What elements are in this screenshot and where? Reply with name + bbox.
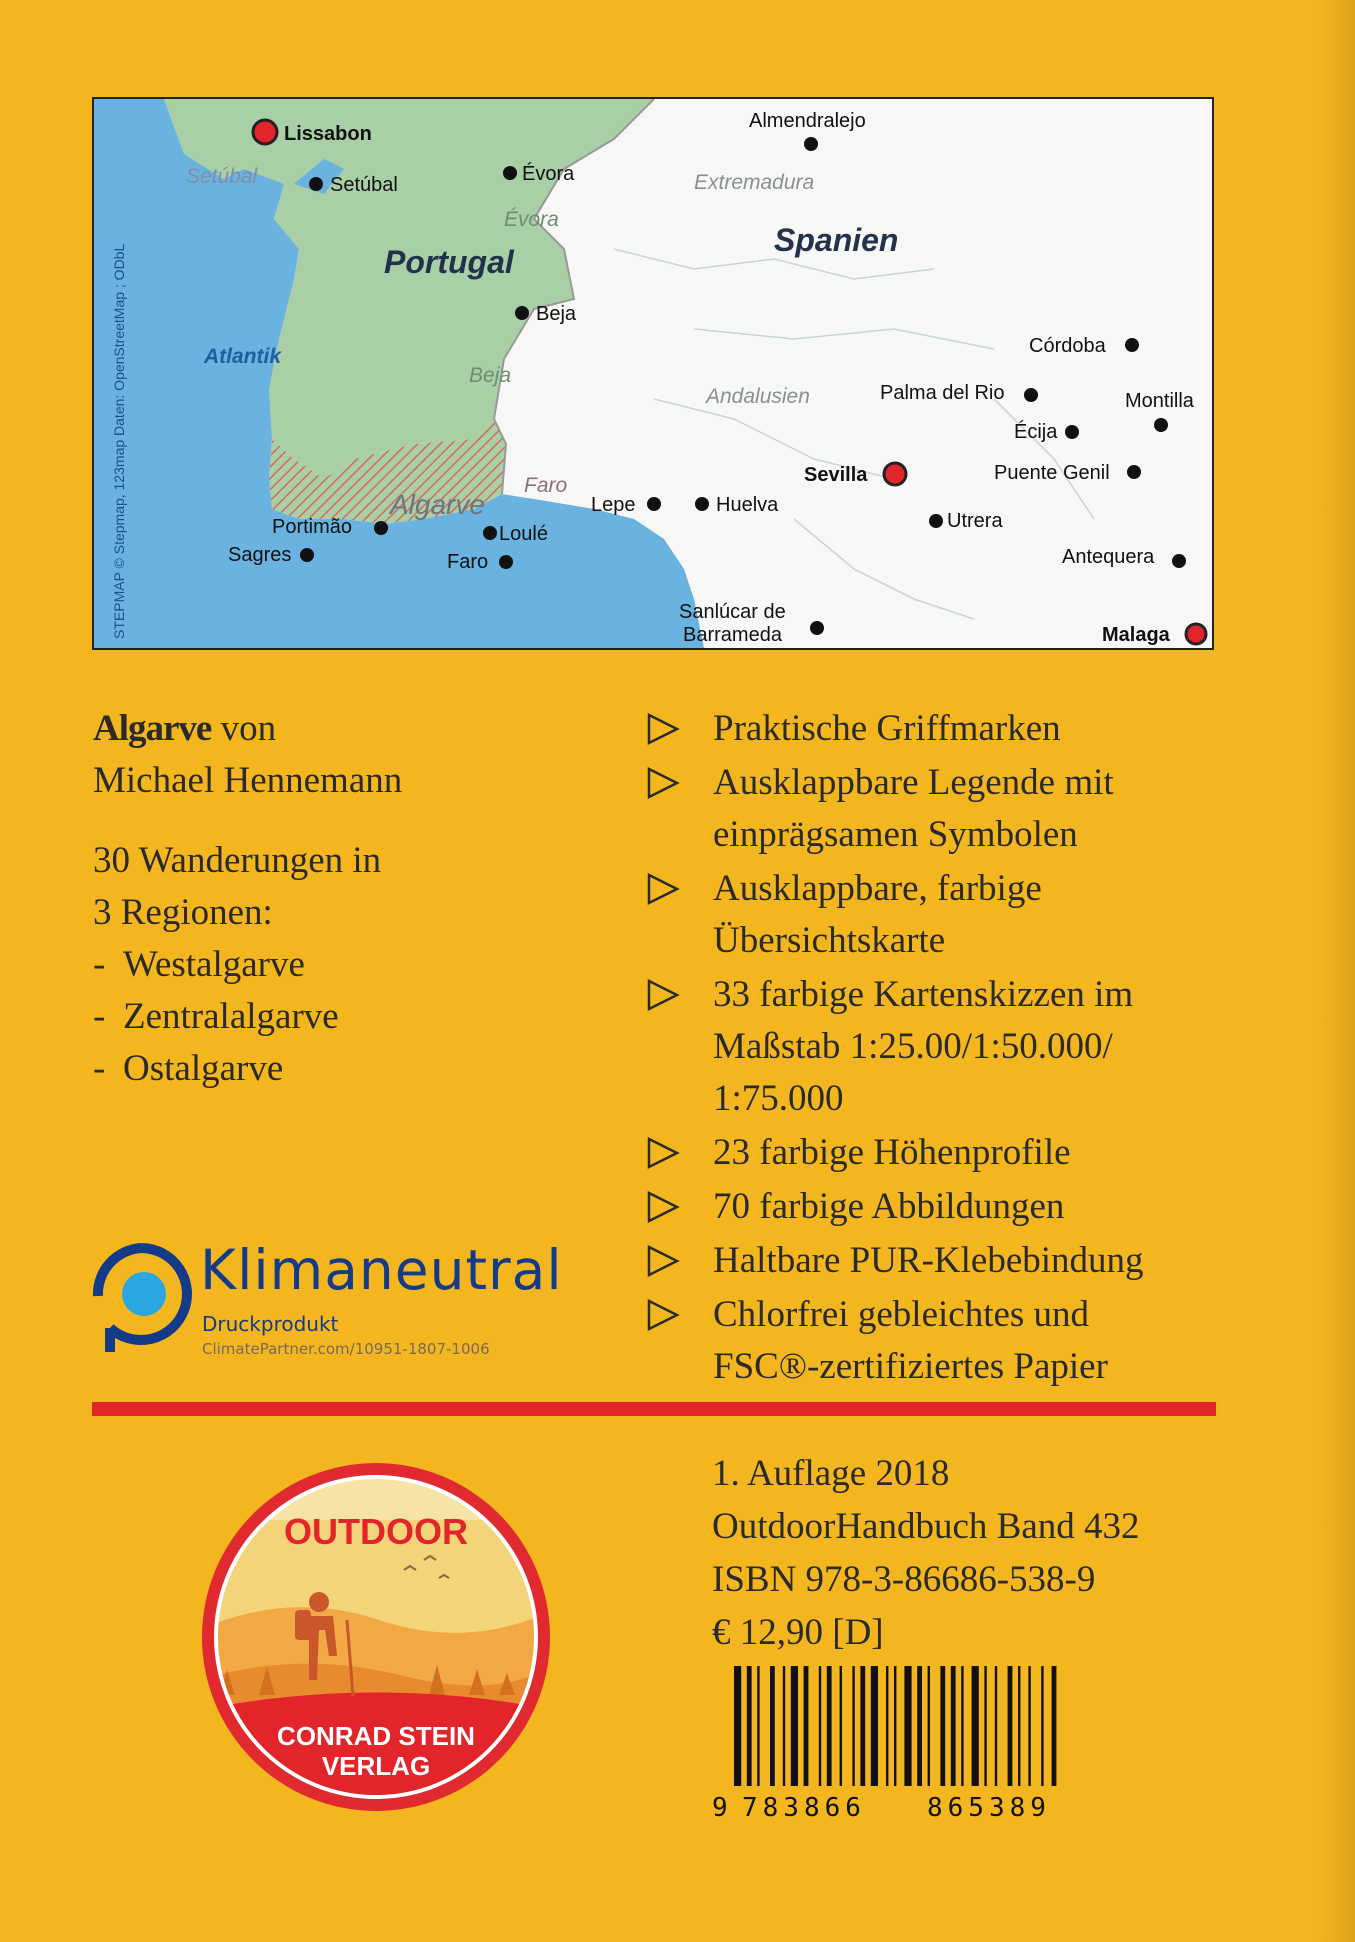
barcode-bar bbox=[757, 1666, 759, 1786]
triangle-bullet-icon bbox=[646, 712, 680, 746]
feature-line: 23 farbige Höhenprofile bbox=[713, 1132, 1071, 1173]
barcode-bar bbox=[871, 1666, 878, 1786]
triangle-bullet-icon bbox=[646, 1136, 680, 1170]
city-lissabon: Lissabon bbox=[284, 123, 372, 145]
feature-line: Haltbare PUR-Klebebindung bbox=[713, 1240, 1144, 1281]
barcode-bar bbox=[928, 1666, 930, 1786]
klima-subtitle: Druckprodukt bbox=[202, 1312, 339, 1336]
region-andalusien: Andalusien bbox=[706, 385, 810, 408]
city-dot bbox=[1024, 388, 1038, 402]
regions-intro-1: 30 Wanderungen in bbox=[93, 840, 382, 881]
feature-item bbox=[646, 757, 1326, 861]
barcode-bar bbox=[770, 1666, 775, 1786]
region-setubal: Setúbal bbox=[186, 165, 258, 188]
feature-item bbox=[646, 1289, 1326, 1393]
feature-item bbox=[646, 1235, 1326, 1287]
feature-line: Praktische Griffmarken bbox=[713, 708, 1061, 749]
barcode-bar bbox=[886, 1666, 888, 1786]
region-evora: Évora bbox=[504, 208, 559, 231]
feature-line: FSC®-zertifiziertes Papier bbox=[713, 1346, 1108, 1387]
country-spain: Spanien bbox=[774, 222, 899, 258]
city-setubal: Setúbal bbox=[330, 174, 398, 196]
map-credit: STEPMAP © Stepmap, 123map Daten: OpenStreetMap ; ODbL bbox=[111, 243, 127, 639]
barcode-bar bbox=[840, 1666, 842, 1786]
badge-publisher-1: CONRAD STEIN bbox=[277, 1721, 475, 1751]
feature-line: Chlorfrei gebleichtes und bbox=[713, 1294, 1090, 1335]
feature-line: einprägsamen Symbolen bbox=[713, 814, 1078, 855]
city-malaga: Malaga bbox=[1102, 624, 1170, 646]
badge-publisher-2: VERLAG bbox=[321, 1751, 431, 1781]
isbn: ISBN 978-3-86686-538-9 bbox=[712, 1559, 1096, 1600]
region-item: - Westalgarve bbox=[93, 944, 305, 985]
feature-line: Ausklappbare, farbige bbox=[713, 868, 1042, 909]
climate-partner-icon bbox=[92, 1242, 192, 1354]
feature-item bbox=[646, 969, 1326, 1125]
city-puente: Puente Genil bbox=[994, 462, 1110, 484]
city-dot bbox=[810, 621, 824, 635]
city-antequera: Antequera bbox=[1062, 546, 1155, 568]
triangle-bullet-icon bbox=[646, 766, 680, 800]
barcode-bar bbox=[827, 1666, 832, 1786]
badge-outdoor: OUTDOOR bbox=[284, 1511, 468, 1552]
city-dot bbox=[804, 137, 818, 151]
barcode-bar bbox=[747, 1666, 752, 1786]
city-dot bbox=[515, 306, 529, 320]
triangle-bullet-icon bbox=[646, 1298, 680, 1332]
triangle-bullet-icon bbox=[646, 872, 680, 906]
barcode-bar bbox=[791, 1666, 798, 1786]
region-item: - Zentralalgarve bbox=[93, 996, 339, 1037]
feature-list bbox=[646, 703, 1326, 1395]
red-divider bbox=[92, 1402, 1216, 1416]
city-lepe: Lepe bbox=[591, 494, 636, 516]
barcode-bar bbox=[940, 1666, 945, 1786]
sea-atlantik: Atlantik bbox=[204, 345, 282, 368]
barcode-first-digit: 9 bbox=[712, 1793, 728, 1820]
barcode-bar bbox=[819, 1666, 821, 1786]
author-name: Michael Hennemann bbox=[93, 760, 403, 801]
city-ecija: Écija bbox=[1014, 421, 1058, 443]
city-dot bbox=[1065, 425, 1079, 439]
city-sagres: Sagres bbox=[228, 544, 292, 566]
region-algarve: Algarve bbox=[390, 489, 485, 520]
triangle-bullet-icon bbox=[646, 1190, 680, 1224]
city-sanlucar-2: Barrameda bbox=[683, 624, 782, 646]
feature-line: 33 farbige Kartenskizzen im bbox=[713, 974, 1134, 1015]
city-dot bbox=[695, 497, 709, 511]
barcode-bar bbox=[1052, 1666, 1057, 1786]
feature-line: Ausklappbare Legende mit bbox=[713, 762, 1114, 803]
triangle-bullet-icon bbox=[646, 1244, 680, 1278]
region-item: - Ostalgarve bbox=[93, 1048, 284, 1089]
feature-line: Maßstab 1:25.00/1:50.000/ bbox=[713, 1026, 1113, 1067]
city-dot bbox=[1172, 554, 1186, 568]
barcode-bar bbox=[852, 1666, 854, 1786]
barcode-bar bbox=[894, 1666, 896, 1786]
city-dot bbox=[499, 555, 513, 569]
capital-marker bbox=[1186, 624, 1206, 644]
region-extremadura: Extremadura bbox=[694, 171, 815, 194]
barcode-bar bbox=[995, 1666, 997, 1786]
barcode-bar bbox=[961, 1666, 963, 1786]
isbn-barcode bbox=[712, 1660, 1122, 1820]
capital-marker bbox=[884, 463, 906, 485]
barcode-left-digits: 783866 bbox=[742, 1793, 866, 1820]
barcode-bar bbox=[783, 1666, 785, 1786]
barcode-bar bbox=[860, 1666, 865, 1786]
book-title-line bbox=[93, 703, 613, 755]
city-sanlucar-1: Sanlúcar de bbox=[679, 601, 786, 623]
city-utrera: Utrera bbox=[947, 510, 1003, 532]
barcode-bar bbox=[734, 1666, 741, 1786]
barcode-bar bbox=[1018, 1666, 1020, 1786]
feature-item bbox=[646, 863, 1326, 967]
klima-title: Klimaneutral bbox=[200, 1238, 563, 1302]
city-almendralejo: Almendralejo bbox=[749, 110, 866, 132]
city-dot bbox=[929, 514, 943, 528]
city-sevilla: Sevilla bbox=[804, 464, 868, 486]
triangle-bullet-icon bbox=[646, 978, 680, 1012]
outdoor-badge bbox=[199, 1460, 553, 1814]
city-dot bbox=[1154, 418, 1168, 432]
city-cordoba: Córdoba bbox=[1029, 335, 1106, 357]
book-title: Algarve bbox=[93, 708, 212, 749]
feature-item bbox=[646, 1181, 1326, 1233]
feature-item bbox=[646, 703, 1326, 755]
barcode-bar bbox=[951, 1666, 956, 1786]
feature-line: 70 farbige Abbildungen bbox=[713, 1186, 1065, 1227]
city-faro: Faro bbox=[447, 551, 489, 573]
edition: 1. Auflage 2018 bbox=[712, 1453, 950, 1494]
barcode-bar bbox=[904, 1666, 911, 1786]
barcode-bar bbox=[917, 1666, 922, 1786]
barcode-right-digits: 865389 bbox=[927, 1793, 1051, 1820]
city-dot bbox=[1127, 465, 1141, 479]
city-evora: Évora bbox=[522, 163, 575, 185]
barcode-bar bbox=[984, 1666, 986, 1786]
city-palma: Palma del Rio bbox=[880, 382, 1005, 404]
city-loule: Loulé bbox=[499, 523, 548, 545]
city-dot bbox=[503, 166, 517, 180]
capital-marker bbox=[253, 120, 277, 144]
klimaneutral-logo bbox=[92, 1238, 612, 1388]
city-dot bbox=[374, 521, 388, 535]
barcode-bar bbox=[1008, 1666, 1013, 1786]
price: € 12,90 [D] bbox=[712, 1612, 884, 1653]
barcode-bar bbox=[804, 1666, 809, 1786]
feature-item bbox=[646, 1127, 1326, 1179]
country-portugal: Portugal bbox=[384, 244, 514, 280]
klima-url: ClimatePartner.com/10951-1807-1006 bbox=[202, 1340, 490, 1358]
city-portimao: Portimão bbox=[272, 516, 353, 538]
series: OutdoorHandbuch Band 432 bbox=[712, 1506, 1140, 1547]
barcode-bar bbox=[1041, 1666, 1043, 1786]
city-dot bbox=[1125, 338, 1139, 352]
book-info bbox=[93, 703, 613, 1095]
feature-line: Übersichtskarte bbox=[713, 920, 946, 961]
publication-info bbox=[712, 1447, 1140, 1659]
city-dot bbox=[300, 548, 314, 562]
city-montilla: Montilla bbox=[1125, 390, 1194, 412]
feature-line: 1:75.000 bbox=[713, 1078, 844, 1119]
city-beja: Beja bbox=[536, 303, 577, 325]
city-dot bbox=[309, 177, 323, 191]
region-beja: Beja bbox=[469, 364, 512, 387]
barcode-bar bbox=[972, 1666, 979, 1786]
by-word: von bbox=[220, 708, 277, 749]
city-dot bbox=[483, 526, 497, 540]
regions-intro-2: 3 Regionen: bbox=[93, 892, 273, 933]
barcode-bar bbox=[1028, 1666, 1030, 1786]
city-huelva: Huelva bbox=[716, 494, 779, 516]
overview-map bbox=[92, 97, 1214, 650]
region-faro: Faro bbox=[524, 474, 568, 497]
city-dot bbox=[647, 497, 661, 511]
